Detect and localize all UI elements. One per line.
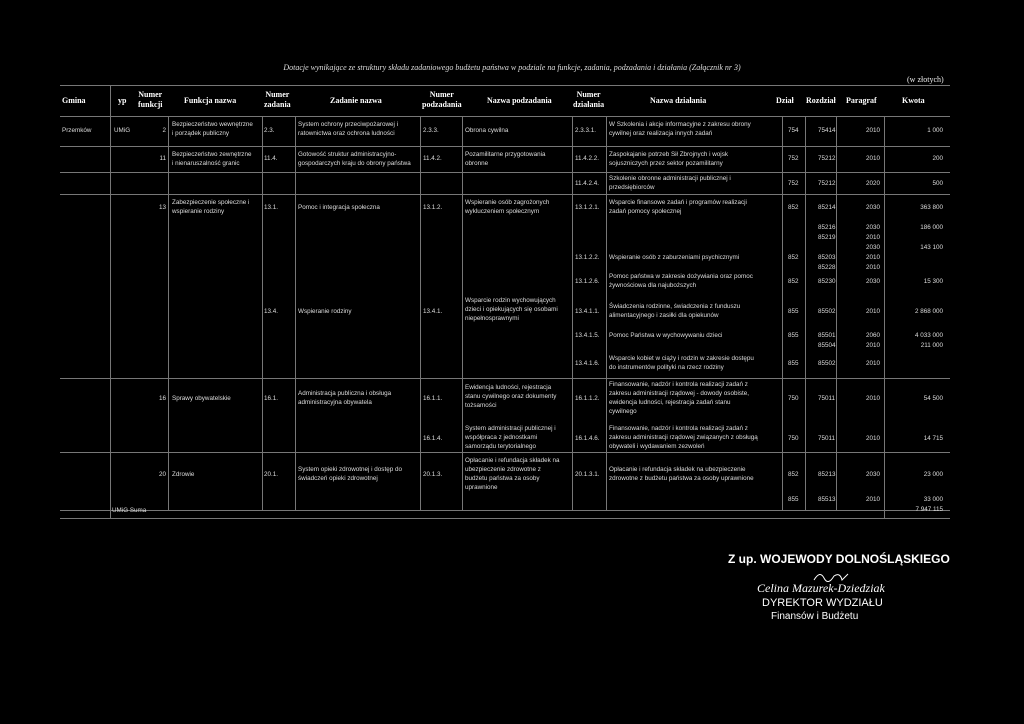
function-number: 16 <box>158 395 166 402</box>
action-number: 20.1.3.1. <box>575 471 600 478</box>
subtask-number: 13.1.2. <box>423 204 443 211</box>
task-number: 13.1. <box>264 204 279 211</box>
task-name: Wspieranie rodziny <box>298 308 352 315</box>
action-number: 2.3.3.1. <box>575 127 597 134</box>
function-number: 2 <box>162 127 166 134</box>
header-dzial: Dział <box>776 96 794 105</box>
subtask-name: Opłacanie i refundacja składek na ubezpieczenie zdrowotne z budżetu państwa za osoby uprawnione <box>465 457 560 491</box>
subtask-name: Pozamilitarne przygotowania obronne <box>465 151 546 167</box>
action-number: 13.1.2.2. <box>575 254 600 261</box>
subtask-number: 13.4.1. <box>423 308 443 315</box>
summary-label: UMiG Suma <box>112 507 147 514</box>
task-number: 13.4. <box>264 308 279 315</box>
task-name: Gotowość struktur administracyjno- gospodarczych kraju do obrony państwa <box>298 151 411 167</box>
action-name: Finansowanie, nadzór i kontrola realizacji zadań z zakresu administracji rządowej - dowody osobiste, ewidencja ludności, rejestracja zadań stanu cywilnego <box>609 381 749 415</box>
action-number: 13.1.2.1. <box>575 204 600 211</box>
header-numer-funkcji: Numer funkcji <box>138 90 163 109</box>
header-zadanie-nazwa: Zadanie nazwa <box>330 96 382 105</box>
subtask-name: System administracji publicznej i współpraca z jednostkami samorządu terytorialnego <box>465 425 556 450</box>
unit-note: (w złotych) <box>907 75 944 84</box>
action-number: 16.1.1.2. <box>575 395 600 402</box>
action-name: Wspieranie osób z zaburzeniami psychicznymi <box>609 254 740 261</box>
subtask-name: Obrona cywilna <box>465 127 509 134</box>
header-numer-dzialania: Numer działania <box>573 90 605 109</box>
subtask-number: 20.1.3. <box>423 471 443 478</box>
function-number: 20 <box>158 471 166 478</box>
action-number: 13.4.1.1. <box>575 308 600 315</box>
header-kwota: Kwota <box>902 96 925 105</box>
gmina-name: Przemków <box>62 127 92 134</box>
action-number: 16.1.4.6. <box>575 435 600 442</box>
task-number: 11.4. <box>264 155 278 162</box>
header-rozdzial: Rozdział <box>806 96 836 105</box>
action-name: Pomoc Państwa w wychowywaniu dzieci <box>609 332 723 339</box>
action-name: Pomoc państwa w zakresie dożywiania oraz pomoc żywnościowa dla najuboższych <box>609 273 753 289</box>
stamp-line3: DYREKTOR WYDZIAŁU <box>762 597 883 609</box>
summary-total: 7 947 115 <box>915 506 943 513</box>
signature-scribble <box>812 570 852 584</box>
subtask-name: Wspieranie osób zagrożonych wykluczeniem społecznym <box>465 199 550 215</box>
gmina-type: UMiG <box>114 127 131 134</box>
task-name: System ochrony przeciwpożarowej i ratownictwa oraz ochrona ludności <box>298 121 399 137</box>
action-name: Zaspokajanie potrzeb Sił Zbrojnych i wojsk sojuszniczych przez sektor pozamilitarny <box>609 151 728 167</box>
header-nazwa-dzialania: Nazwa działania <box>650 96 707 105</box>
function-name: Bezpieczeństwo wewnętrzne i porządek publiczny <box>172 121 253 137</box>
function-name: Sprawy obywatelskie <box>172 395 231 402</box>
subtask-name: Ewidencja ludności, rejestracja stanu cywilnego oraz dokumenty tożsamości <box>465 384 557 409</box>
action-number: 13.1.2.6. <box>575 278 600 285</box>
action-number: 11.4.2.2. <box>575 155 600 162</box>
subtask-number: 11.4.2. <box>423 155 442 162</box>
action-name: Wsparcie finansowe zadań i programów realizacji zadań pomocy społecznej <box>609 199 747 215</box>
action-number: 13.4.1.6. <box>575 360 600 367</box>
subtask-number: 2.3.3. <box>423 127 439 134</box>
task-number: 20.1. <box>264 471 279 478</box>
header-gmina: Gmina <box>62 96 86 105</box>
action-number: 11.4.2.4. <box>575 180 600 187</box>
action-name: Szkolenie obronne administracji publicznej i przedsiębiorców <box>609 175 731 191</box>
header-numer-podzadania: Numer podzadania <box>422 90 462 109</box>
document-title: Dotacje wynikające ze struktury składu zadaniowego budżetu państwa w podziale na funkcje, zadania, podzadania i działania (Załącznik nr 3) <box>283 63 741 72</box>
function-name: Zabezpieczenie społeczne i wspieranie rodziny <box>172 199 250 215</box>
task-name: Administracja publiczna i obsługa administracyjna obywatela <box>298 390 392 406</box>
stamp-signature-name: Celina Mazurek-Dziedziak <box>757 581 885 595</box>
action-name: Świadczenia rodzinne, świadczenia z funduszu alimentacyjnego i zasiłki dla opiekunów <box>609 303 741 319</box>
header-funkcja-nazwa: Funkcja nazwa <box>184 96 237 105</box>
subtask-number: 16.1.1. <box>423 395 443 402</box>
action-name: Wsparcie kobiet w ciąży i rodzin w zakresie dostępu do instrumentów polityki na rzecz rodziny <box>609 355 754 371</box>
task-name: Pomoc i integracja społeczna <box>298 204 380 211</box>
header-nazwa-podzadania: Nazwa podzadania <box>487 96 552 105</box>
action-name: Finansowanie, nadzór i kontrola realizacji zadań z zakresu administracji rządowej związanych z obsługą obywateli i wydawaniem zezwoleń <box>609 425 758 450</box>
task-number: 2.3. <box>264 127 275 134</box>
function-number: 11 <box>159 155 166 162</box>
action-name: W Szkolenia i akcje informacyjne z zakresu obrony cywilnej oraz realizacja innych zadań <box>609 121 751 137</box>
subtask-name: Wsparcie rodzin wychowujących dzieci i opiekujących się osobami niepełnosprawnymi <box>465 297 558 322</box>
header-typ: yp <box>118 96 127 105</box>
action-name: Opłacanie i refundacja składek na ubezpieczenie zdrowotne z budżetu państwa za osoby uprawnione <box>609 466 754 482</box>
task-number: 16.1. <box>264 395 279 402</box>
task-name: System opieki zdrowotnej i dostęp do świadczeń opieki zdrowotnej <box>298 466 402 482</box>
action-number: 13.4.1.5. <box>575 332 600 339</box>
stamp-line4: Finansów i Budżetu <box>771 611 859 622</box>
header-paragraf: Paragraf <box>846 96 877 105</box>
stamp-line1: Z up. WOJEWODY DOLNOŚLĄSKIEGO <box>728 552 950 566</box>
header-numer-zadania: Numer zadania <box>264 90 291 109</box>
function-name: Bezpieczeństwo zewnętrzne i nienaruszalność granic <box>172 151 252 167</box>
function-name: Zdrowie <box>172 471 195 478</box>
function-number: 13 <box>158 204 166 211</box>
subtask-number: 16.1.4. <box>423 435 443 442</box>
